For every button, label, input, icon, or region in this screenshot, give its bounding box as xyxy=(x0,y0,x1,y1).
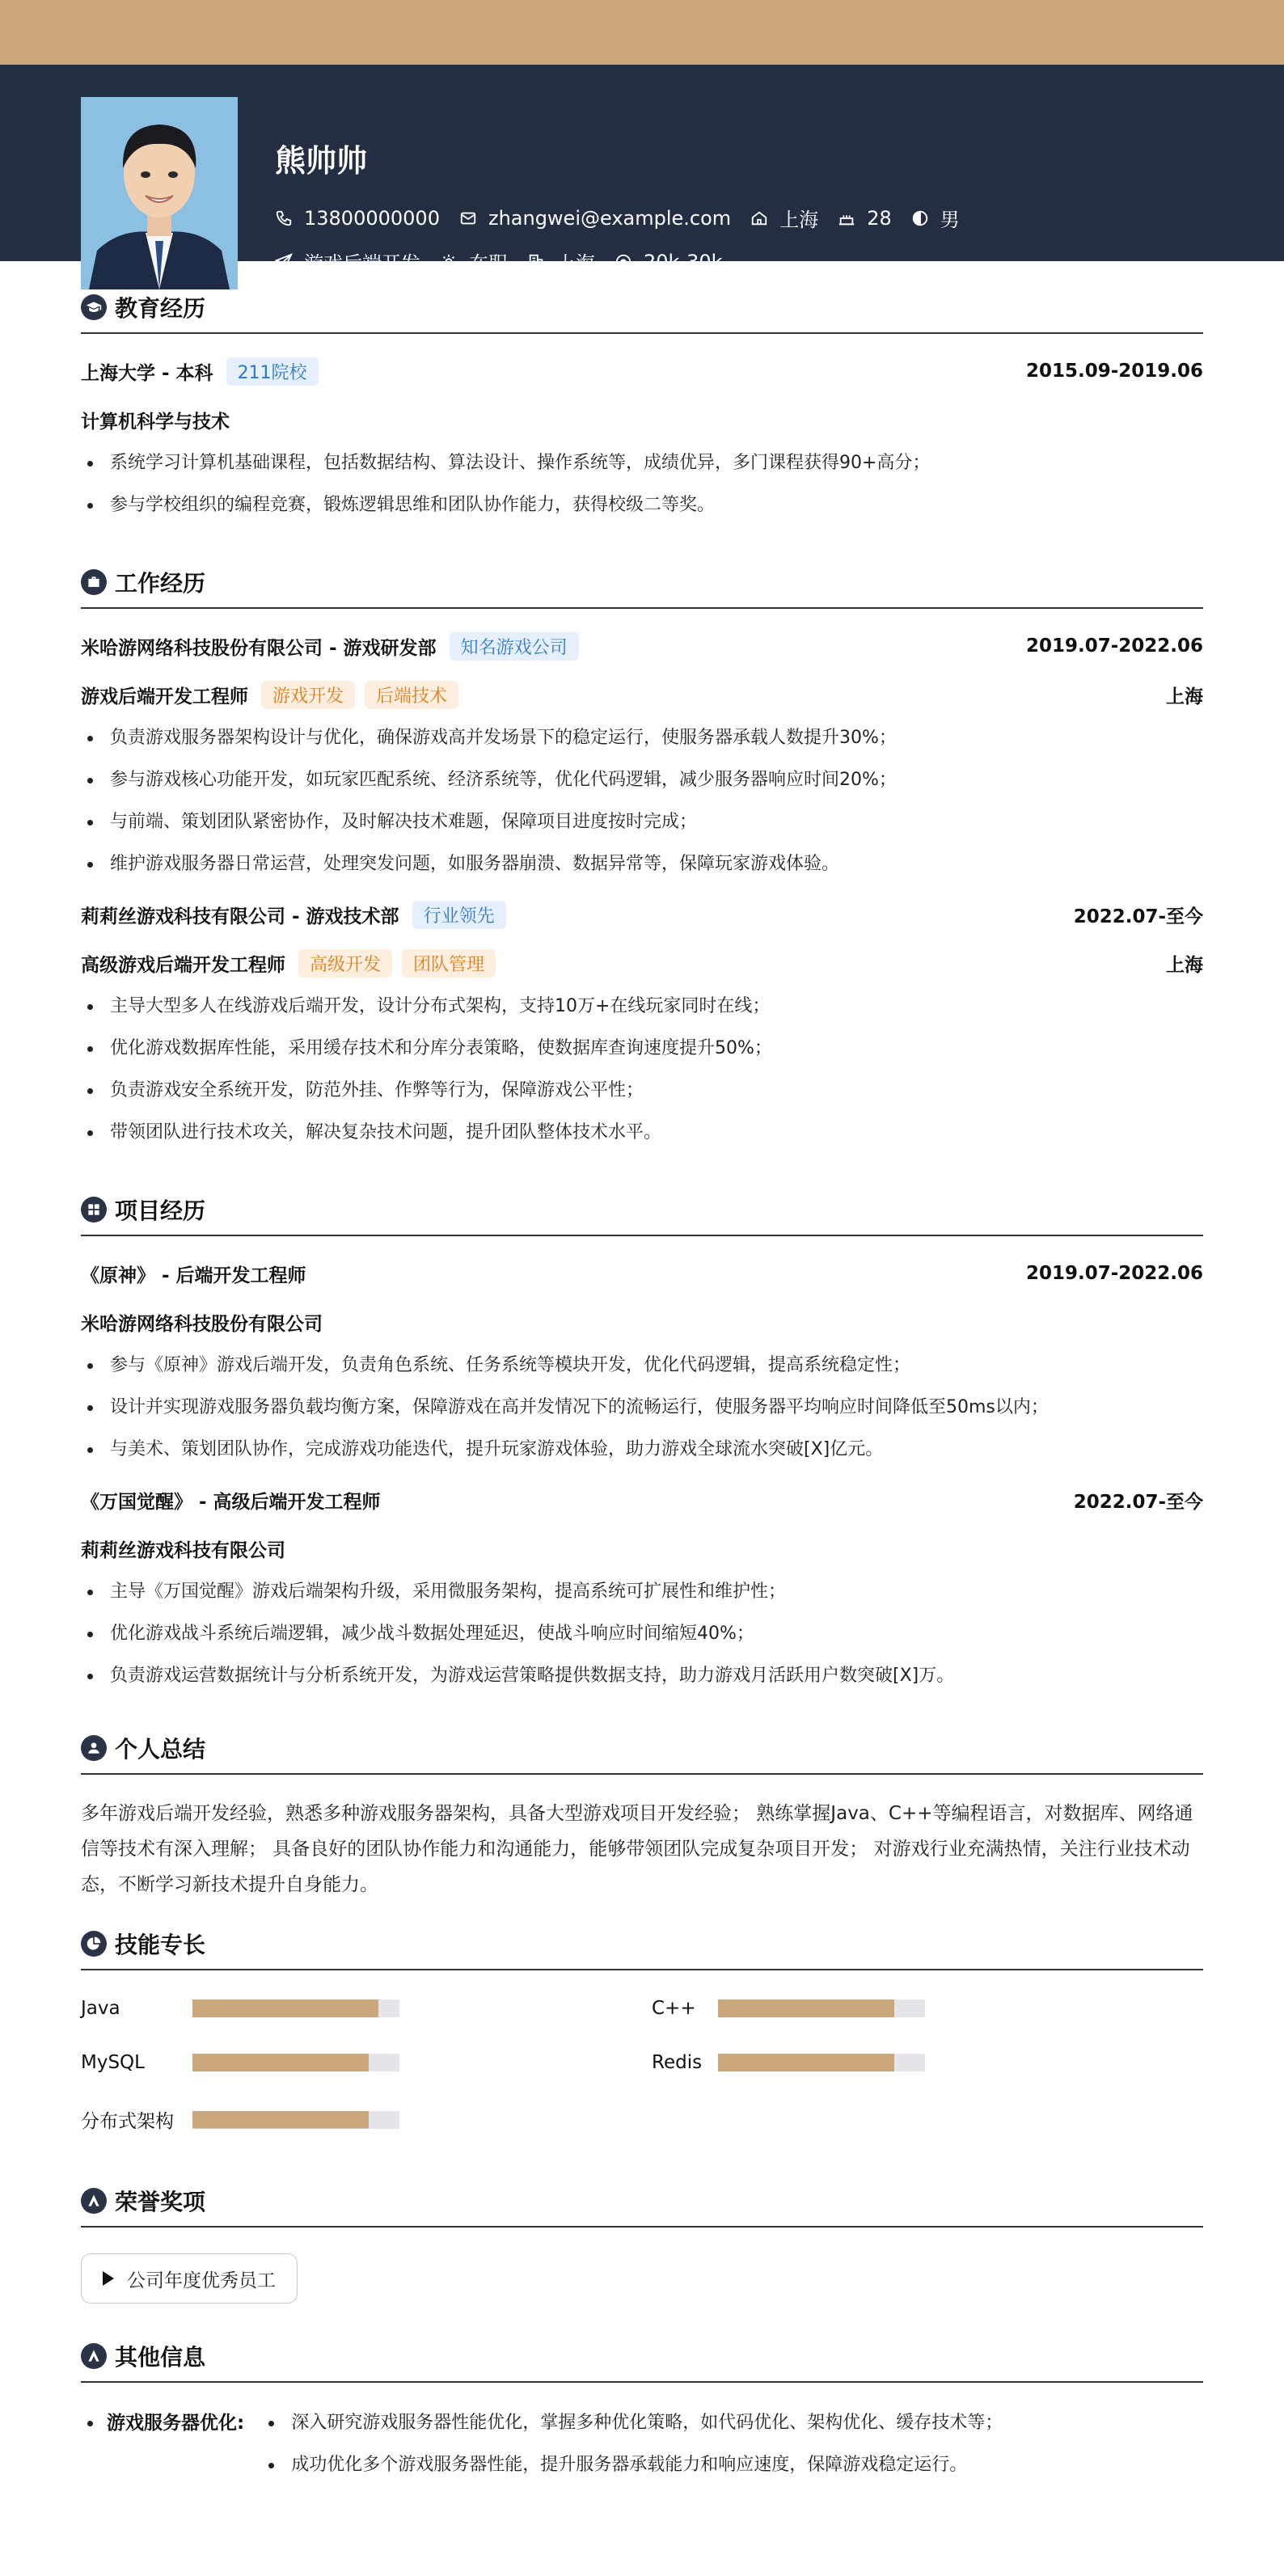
phone-item xyxy=(275,207,440,230)
skill-bar xyxy=(718,2054,925,2071)
other-title: 其他信息 xyxy=(81,2342,1203,2370)
section-divider xyxy=(81,607,1203,609)
major: 计算机科学与技术 xyxy=(81,411,230,433)
list-item: 深入研究游戏服务器性能优化，掌握多种优化策略，如代码优化、架构优化、缓存技术等； xyxy=(262,2402,1003,2444)
home-icon xyxy=(750,209,768,227)
contact-row xyxy=(275,204,979,232)
briefcase-icon xyxy=(81,569,107,595)
email-item xyxy=(459,207,731,230)
company-name: 莉莉丝游戏科技有限公司 - 游戏技术部 xyxy=(81,906,399,927)
phone-text: 13800000000 xyxy=(304,206,440,230)
resume-body xyxy=(81,261,1203,2486)
gender-icon xyxy=(911,209,929,227)
skill-bar xyxy=(718,2000,925,2017)
email-text: zhangwei@example.com xyxy=(488,206,732,230)
skill-item xyxy=(81,2052,399,2073)
project-entry xyxy=(81,1484,1203,1697)
section-divider xyxy=(81,332,1203,334)
salary-text: 20k-30k xyxy=(644,250,723,273)
job-city: 上海 xyxy=(1166,954,1203,976)
list-item: 参与《原神》游戏后端开发，负责角色系统、任务系统等模块开发，优化代码逻辑，提高系统稳定性； xyxy=(81,1345,1203,1387)
education-period: 2015.09-2019.06 xyxy=(1025,361,1203,382)
project-period: 2019.07-2022.06 xyxy=(1025,1263,1203,1284)
skill-bar-fill xyxy=(192,2054,369,2071)
target-job-text: 游戏后端开发 xyxy=(304,252,420,275)
awards-title: 荣誉奖项 xyxy=(81,2187,1203,2215)
school-name: 上海大学 - 本科 xyxy=(81,362,213,384)
list-item: 参与学校组织的编程竞赛，锻炼逻辑思维和团队协作能力，获得校级二等奖。 xyxy=(81,484,1203,526)
job-role: 高级游戏后端开发工程师 xyxy=(81,954,285,976)
section-divider xyxy=(81,2381,1203,2383)
project-bullets xyxy=(81,1571,1203,1697)
skills-section xyxy=(81,1930,1203,2160)
location-text: 上海 xyxy=(779,209,819,231)
section-divider xyxy=(81,1969,1203,1970)
age-text: 28 xyxy=(867,206,892,230)
list-item: 优化游戏战斗系统后端逻辑，减少战斗数据处理延迟，使战斗响应时间缩短40%； xyxy=(81,1613,1203,1655)
work-title: 工作经历 xyxy=(81,568,1203,596)
project-company: 米哈游网络科技股份有限公司 xyxy=(81,1313,323,1335)
skill-name: Redis xyxy=(652,2052,703,2073)
skill-item xyxy=(652,1998,925,2019)
gender-text: 男 xyxy=(940,209,960,231)
other-block xyxy=(81,2402,1203,2486)
status-text: 在职 xyxy=(469,252,508,275)
list-item: 系统学习计算机基础课程，包括数据结构、算法设计、操作系统等，成绩优异，多门课程获得90+高分； xyxy=(81,442,1203,484)
skill-name: Java xyxy=(81,1998,120,2019)
phone-icon xyxy=(275,209,293,227)
skill-bar-fill xyxy=(718,2000,894,2017)
skill-item xyxy=(652,2052,925,2073)
work-entry xyxy=(81,630,1203,885)
section-divider xyxy=(81,1773,1203,1775)
other-section xyxy=(81,2342,1203,2486)
list-item: 负责游戏安全系统开发，防范外挂、作弊等行为，保障游戏公平性； xyxy=(81,1070,1203,1112)
role-tag: 团队管理 xyxy=(402,949,496,978)
role-tag: 游戏开发 xyxy=(261,681,355,709)
mail-icon xyxy=(459,209,477,227)
graduation-cap-icon xyxy=(81,294,107,320)
target-city-text: 上海 xyxy=(556,252,595,275)
education-title: 教育经历 xyxy=(81,293,1203,321)
other-label: 游戏服务器优化: xyxy=(81,2402,244,2444)
list-item: 主导《万国觉醒》游戏后端架构升级，采用微服务架构，提高系统可扩展性和维护性； xyxy=(81,1571,1203,1613)
other-bullets xyxy=(262,2402,1003,2486)
skill-bar xyxy=(192,2000,399,2017)
list-item: 设计并实现游戏服务器负载均衡方案，保障游戏在高并发情况下的流畅运行，使服务器平均响应时间降低至50ms以内； xyxy=(81,1387,1203,1429)
work-section xyxy=(81,568,1203,1154)
summary-title: 个人总结 xyxy=(81,1734,1203,1762)
awards-section xyxy=(81,2187,1203,2304)
project-entry xyxy=(81,1257,1203,1471)
education-bullets xyxy=(81,442,1203,526)
section-divider xyxy=(81,1235,1203,1236)
work-bullets xyxy=(81,986,1203,1154)
gender-item xyxy=(911,204,960,232)
project-period: 2022.07-至今 xyxy=(1073,1491,1203,1513)
skill-bar-fill xyxy=(192,2000,378,2017)
project-name: 《万国觉醒》 - 高级后端开发工程师 xyxy=(81,1491,381,1513)
list-item: 参与游戏核心功能开发，如玩家匹配系统、经济系统等，优化代码逻辑，减少服务器响应时间20%； xyxy=(81,759,1203,801)
play-triangle-icon xyxy=(103,2271,114,2286)
list-item: 成功优化多个游戏服务器性能，提升服务器承载能力和响应速度，保障游戏稳定运行。 xyxy=(262,2444,1003,2486)
skill-bar xyxy=(192,2054,399,2071)
job-city: 上海 xyxy=(1166,686,1203,707)
company-tag: 行业领先 xyxy=(412,901,506,929)
grid-icon xyxy=(81,1197,107,1223)
list-item: 与美术、策划团队协作，完成游戏功能迭代，提升玩家游戏体验，助力游戏全球流水突破[X]亿元。 xyxy=(81,1429,1203,1471)
skill-name: 分布式架构 xyxy=(81,2111,174,2132)
company-tag: 知名游戏公司 xyxy=(450,632,579,661)
education-section xyxy=(81,293,1203,526)
other-info-icon xyxy=(81,2343,107,2369)
project-company: 莉莉丝游戏科技有限公司 xyxy=(81,1539,285,1561)
work-entry xyxy=(81,898,1203,1154)
age-item xyxy=(838,207,892,230)
top-accent-band xyxy=(0,0,1284,65)
summary-section xyxy=(81,1734,1203,1902)
candidate-name: 熊帅帅 xyxy=(275,143,368,179)
work-period: 2022.07-至今 xyxy=(1073,906,1203,927)
projects-title: 项目经历 xyxy=(81,1196,1203,1223)
skill-bar-fill xyxy=(192,2111,369,2129)
work-period: 2019.07-2022.06 xyxy=(1025,636,1203,657)
skills-title: 技能专长 xyxy=(81,1930,1203,1957)
role-tag: 后端技术 xyxy=(365,681,458,709)
summary-text: 多年游戏后端开发经验，熟悉多种游戏服务器架构，具备大型游戏项目开发经验； 熟练掌握Java、C++等编程语言，对数据库、网络通信等技术有深入理解； 具备良好的团队协作能力和沟通能力，能够带领团队完成复杂项目开发； 对游戏行业充满热情，关注行业技术动态，不断学习新技术提升自身能力。 xyxy=(81,1803,1193,1895)
list-item: 主导大型多人在线游戏后端开发，设计分布式架构，支持10万+在线玩家同时在线； xyxy=(81,986,1203,1028)
cake-icon xyxy=(838,209,855,227)
education-head xyxy=(81,355,1203,387)
job-role: 游戏后端开发工程师 xyxy=(81,686,248,707)
skill-name: MySQL xyxy=(81,2052,145,2073)
company-name: 米哈游网络科技股份有限公司 - 游戏研发部 xyxy=(81,637,437,659)
list-item: 优化游戏数据库性能，采用缓存技术和分库分表策略，使数据库查询速度提升50%； xyxy=(81,1028,1203,1070)
section-divider xyxy=(81,2226,1203,2228)
skill-item xyxy=(81,2106,399,2133)
work-bullets xyxy=(81,717,1203,885)
skill-bar-fill xyxy=(718,2054,894,2071)
list-item: 带领团队进行技术攻关，解决复杂技术问题，提升团队整体技术水平。 xyxy=(81,1112,1203,1154)
skill-bar xyxy=(192,2111,399,2129)
project-bullets xyxy=(81,1345,1203,1471)
profile-header xyxy=(0,65,1284,275)
pie-chart-icon xyxy=(81,1931,107,1957)
list-item: 负责游戏运营数据统计与分析系统开发，为游戏运营策略提供数据支持，助力游戏月活跃用户数突破[X]万。 xyxy=(81,1655,1203,1697)
location-item xyxy=(750,204,818,232)
role-tag: 高级开发 xyxy=(298,949,392,978)
skill-item xyxy=(81,1998,399,2019)
project-name: 《原神》 - 后端开发工程师 xyxy=(81,1265,306,1286)
list-item: 维护游戏服务器日常运营，处理突发问题，如服务器崩溃、数据异常等，保障玩家游戏体验。 xyxy=(81,843,1203,885)
school-tag: 211院校 xyxy=(226,357,319,386)
user-icon xyxy=(81,1735,107,1761)
skill-name: C++ xyxy=(652,1998,696,2019)
award-text: 公司年度优秀员工 xyxy=(127,2270,276,2291)
list-item: 与前端、策划团队紧密协作，及时解决技术难题，保障项目进度按时完成； xyxy=(81,801,1203,843)
skills-grid xyxy=(81,1998,1203,2160)
award-icon xyxy=(81,2188,107,2214)
projects-section xyxy=(81,1196,1203,1697)
award-chip xyxy=(81,2253,298,2304)
list-item: 负责游戏服务器架构设计与优化，确保游戏高并发场景下的稳定运行，使服务器承载人数提升30%； xyxy=(81,717,1203,759)
